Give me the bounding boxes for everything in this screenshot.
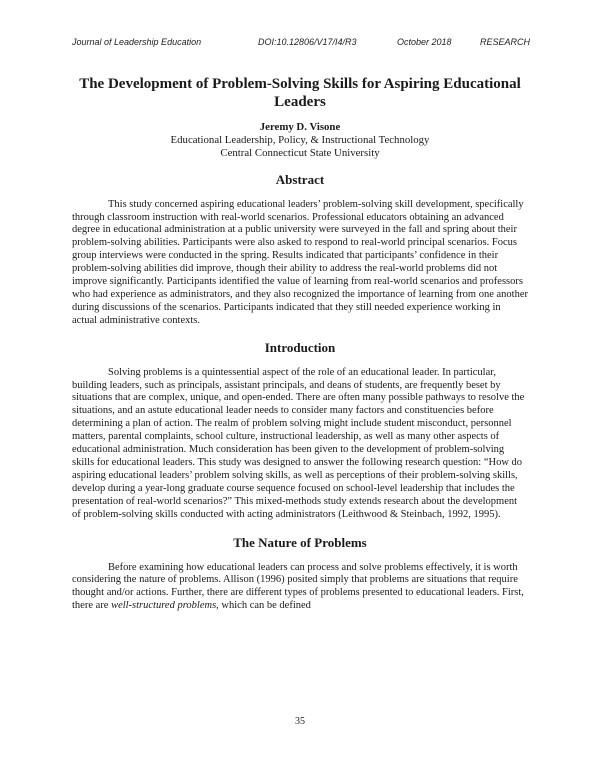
issue-date: October 2018: [397, 37, 452, 47]
abstract-heading: Abstract: [275, 171, 325, 187]
introduction-heading: Introduction: [264, 339, 336, 355]
section-label: RESEARCH: [479, 37, 530, 47]
nature-of-problems-heading: The Nature of Problems: [233, 534, 367, 550]
nature-emphasis: well-structured problems: [111, 600, 217, 612]
nature-text-before: Before examining how educational leaders can process and solve problems effectively, it is worth considering the nature of problems. Allison (1996) posited simply that problems are situations that require thought and/or actions. Further, there are different types of problems presented to educational leaders. First, there are: [72, 561, 524, 612]
author-institution: Central Connecticut State University: [220, 147, 380, 160]
nature-of-problems-text: [72, 562, 528, 614]
journal-name: Journal of Leadership Education: [72, 37, 202, 47]
author-name: Jeremy D. Visone: [259, 121, 341, 133]
introduction-text: Solving problems is a quintessential aspect of the role of an educational leader. In particular, building leaders, such as principals, assistant principals, and deans of students, are frequently beset by situations that are complex, unique, and open-ended. There are often many possible pathways to resolve the situations, and an astute educational leader needs to consider many factors and constituencies before determining a plan of action. The realm of problem solving might include student misconduct, personnel matters, parental complaints, school culture, instructional leadership, as well as many other aspects of educational administration. Much consideration has been given to the development of problem-solving skills for educational leaders. This study was designed to answer the following research question: “How do aspiring educational leaders’ problem solving skills, as well as perceptions of their problem-solving skills, develop during a year-long graduate course sequence focused on school-level leadership that includes the presentation of real-world scenarios?” This mixed-methods study extends research about the development of problem-solving skills conducted with acting administrators (Leithwood & Steinbach, 1992, 1995).: [72, 366, 525, 520]
doi-label: DOI:10.12806/V17/I4/R3: [258, 37, 357, 47]
article-body: [72, 75, 528, 613]
abstract-text: This study concerned aspiring educational leaders’ problem-solving skill development, specifically through classroom instruction with real-world scenarios. Professional educators obtaining an advanced degree in educational administration at a public university were surveyed in the fall and spring about their problem-solving abilities. Participants were also asked to respond to real-world principal scenarios. Focus group interviews were conducted in the spring. Results indicated that participants’ confidence in their problem-solving abilities did improve, though their ability to address the real-world problems did not improve significantly. Participants identified the value of learning from real-world scenarios and professors who had experience as administrators, and they also recognized the importance of learning from one another during discussions of the scenarios. Participants indicated that they still needed experience working in actual administrative contexts.: [72, 198, 528, 326]
nature-text-after: , which can be defined: [216, 600, 311, 612]
page-number: 35: [295, 716, 305, 727]
author-department: Educational Leadership, Policy, & Instructional Technology: [170, 134, 430, 147]
article-title: The Development of Problem-Solving Skills for Aspiring Educational Leaders: [79, 76, 521, 110]
author-block: [72, 121, 528, 161]
running-header: [72, 37, 530, 51]
